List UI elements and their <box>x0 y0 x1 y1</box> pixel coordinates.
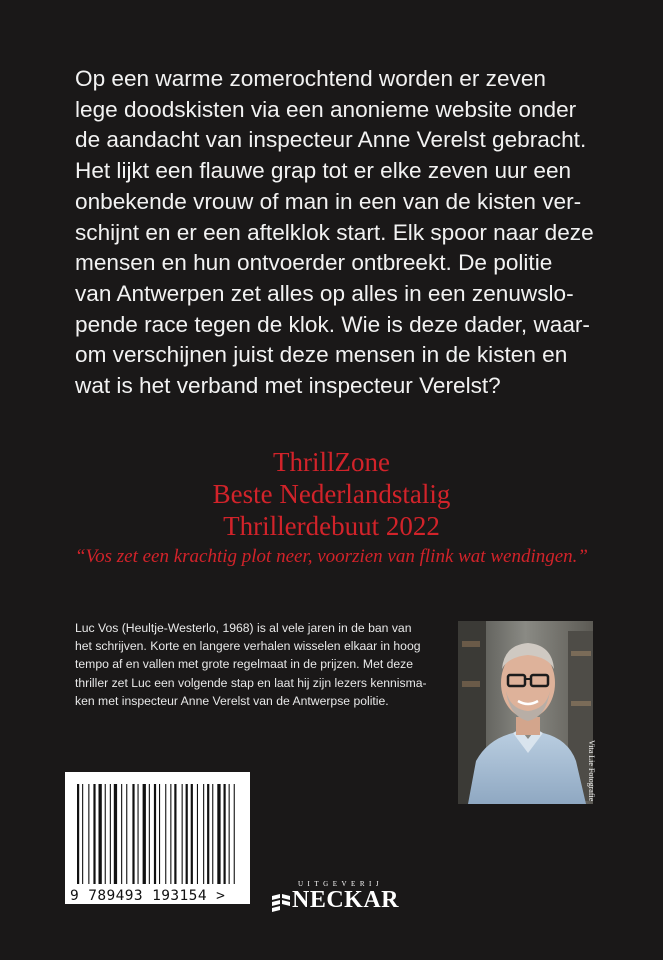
barcode-bar <box>143 784 146 884</box>
barcode-bar <box>217 784 220 884</box>
barcode-bar <box>182 784 183 884</box>
barcode-bar <box>197 784 198 884</box>
barcode-bar <box>229 784 230 884</box>
barcode-bar <box>132 784 134 884</box>
bio-line: tempo af en vallen met grote regelmaat in de prijzen. Met deze <box>75 657 414 672</box>
blurb-line: pende race tegen de klok. Wie is deze dader, waar- <box>75 311 590 337</box>
award-line: Beste Nederlandstalig <box>212 479 451 509</box>
isbn-number: 9 789493 193154 > <box>70 888 226 904</box>
bio-line: thriller zet Luc een volgende stap en laat hij zijn lezers kennisma- <box>75 675 427 690</box>
photo-credit: Vita Lie Fotografie <box>587 740 596 802</box>
barcode <box>65 772 250 904</box>
barcode-bar <box>159 784 160 884</box>
barcode-bar <box>77 784 79 884</box>
author-portrait-image <box>458 621 593 804</box>
blurb-line: schijnt en er een aftelklok start. Elk spoor naar deze <box>75 219 594 245</box>
barcode-bar <box>114 784 117 884</box>
barcode-bar <box>186 784 188 884</box>
barcode-bar <box>207 784 209 884</box>
blurb-line: wat is het verband met inspecteur Verelst? <box>75 373 501 399</box>
barcode-bar <box>224 784 226 884</box>
blurb-line: de aandacht van inspecteur Anne Verelst gebracht. <box>75 127 587 153</box>
barcode-bar <box>191 784 193 884</box>
barcode-bar <box>82 784 83 884</box>
award-line: Thrillerdebuut 2022 <box>223 511 440 541</box>
barcode-bar <box>149 784 150 884</box>
barcode-bars <box>65 772 250 904</box>
barcode-bar <box>212 784 213 884</box>
bio-line: ken met inspecteur Anne Verelst van de Antwerpse politie. <box>75 693 389 708</box>
author-bio <box>75 619 445 710</box>
barcode-bar <box>174 784 176 884</box>
blurb-line: onbekende vrouw of man in een van de kisten ver- <box>75 188 582 214</box>
blurb-line: om verschijnen juist deze mensen in de kisten en <box>75 342 568 368</box>
barcode-bar <box>138 784 139 884</box>
blurb-line: van Antwerpen zet alles op alles in een zenuwslo- <box>75 280 574 306</box>
barcode-bar <box>170 784 171 884</box>
barcode-bar <box>154 784 156 884</box>
blurb-line: mensen en hun ontvoerder ontbreekt. De politie <box>75 250 553 276</box>
blurb-line: Op een warme zomerochtend worden er zeven <box>75 66 546 91</box>
award-line: ThrillZone <box>273 447 390 477</box>
barcode-bar <box>88 784 89 884</box>
blurb-line: Het lijkt een flauwe grap tot er elke zeven uur een <box>75 158 572 184</box>
barcode-bar <box>99 784 102 884</box>
barcode-bar <box>165 784 166 884</box>
blurb-line: lege doodskisten via een anonieme website onder <box>75 96 577 122</box>
barcode-bar <box>121 784 122 884</box>
publisher-name: NECKAR <box>292 887 400 913</box>
barcode-bar <box>110 784 111 884</box>
review-quote: “Vos zet een krachtig plot neer, voorzien van flink wat wendingen.” <box>75 546 588 567</box>
blurb-text <box>75 64 635 402</box>
author-photo <box>458 621 593 804</box>
barcode-bar <box>234 784 235 884</box>
publisher-logo <box>270 880 410 916</box>
barcode-bar <box>203 784 204 884</box>
bio-line: Luc Vos (Heultje-Westerlo, 1968) is al vele jaren in de ban van <box>75 621 412 635</box>
publisher-label: UITGEVERIJ <box>298 880 384 888</box>
barcode-bar <box>105 784 106 884</box>
barcode-bar <box>93 784 95 884</box>
bio-line: het schrijven. Korte en langere verhalen wisselen elkaar in hoog <box>75 639 421 654</box>
publisher-mark-icon <box>270 892 292 912</box>
barcode-bar <box>126 784 127 884</box>
award-block <box>0 446 663 569</box>
